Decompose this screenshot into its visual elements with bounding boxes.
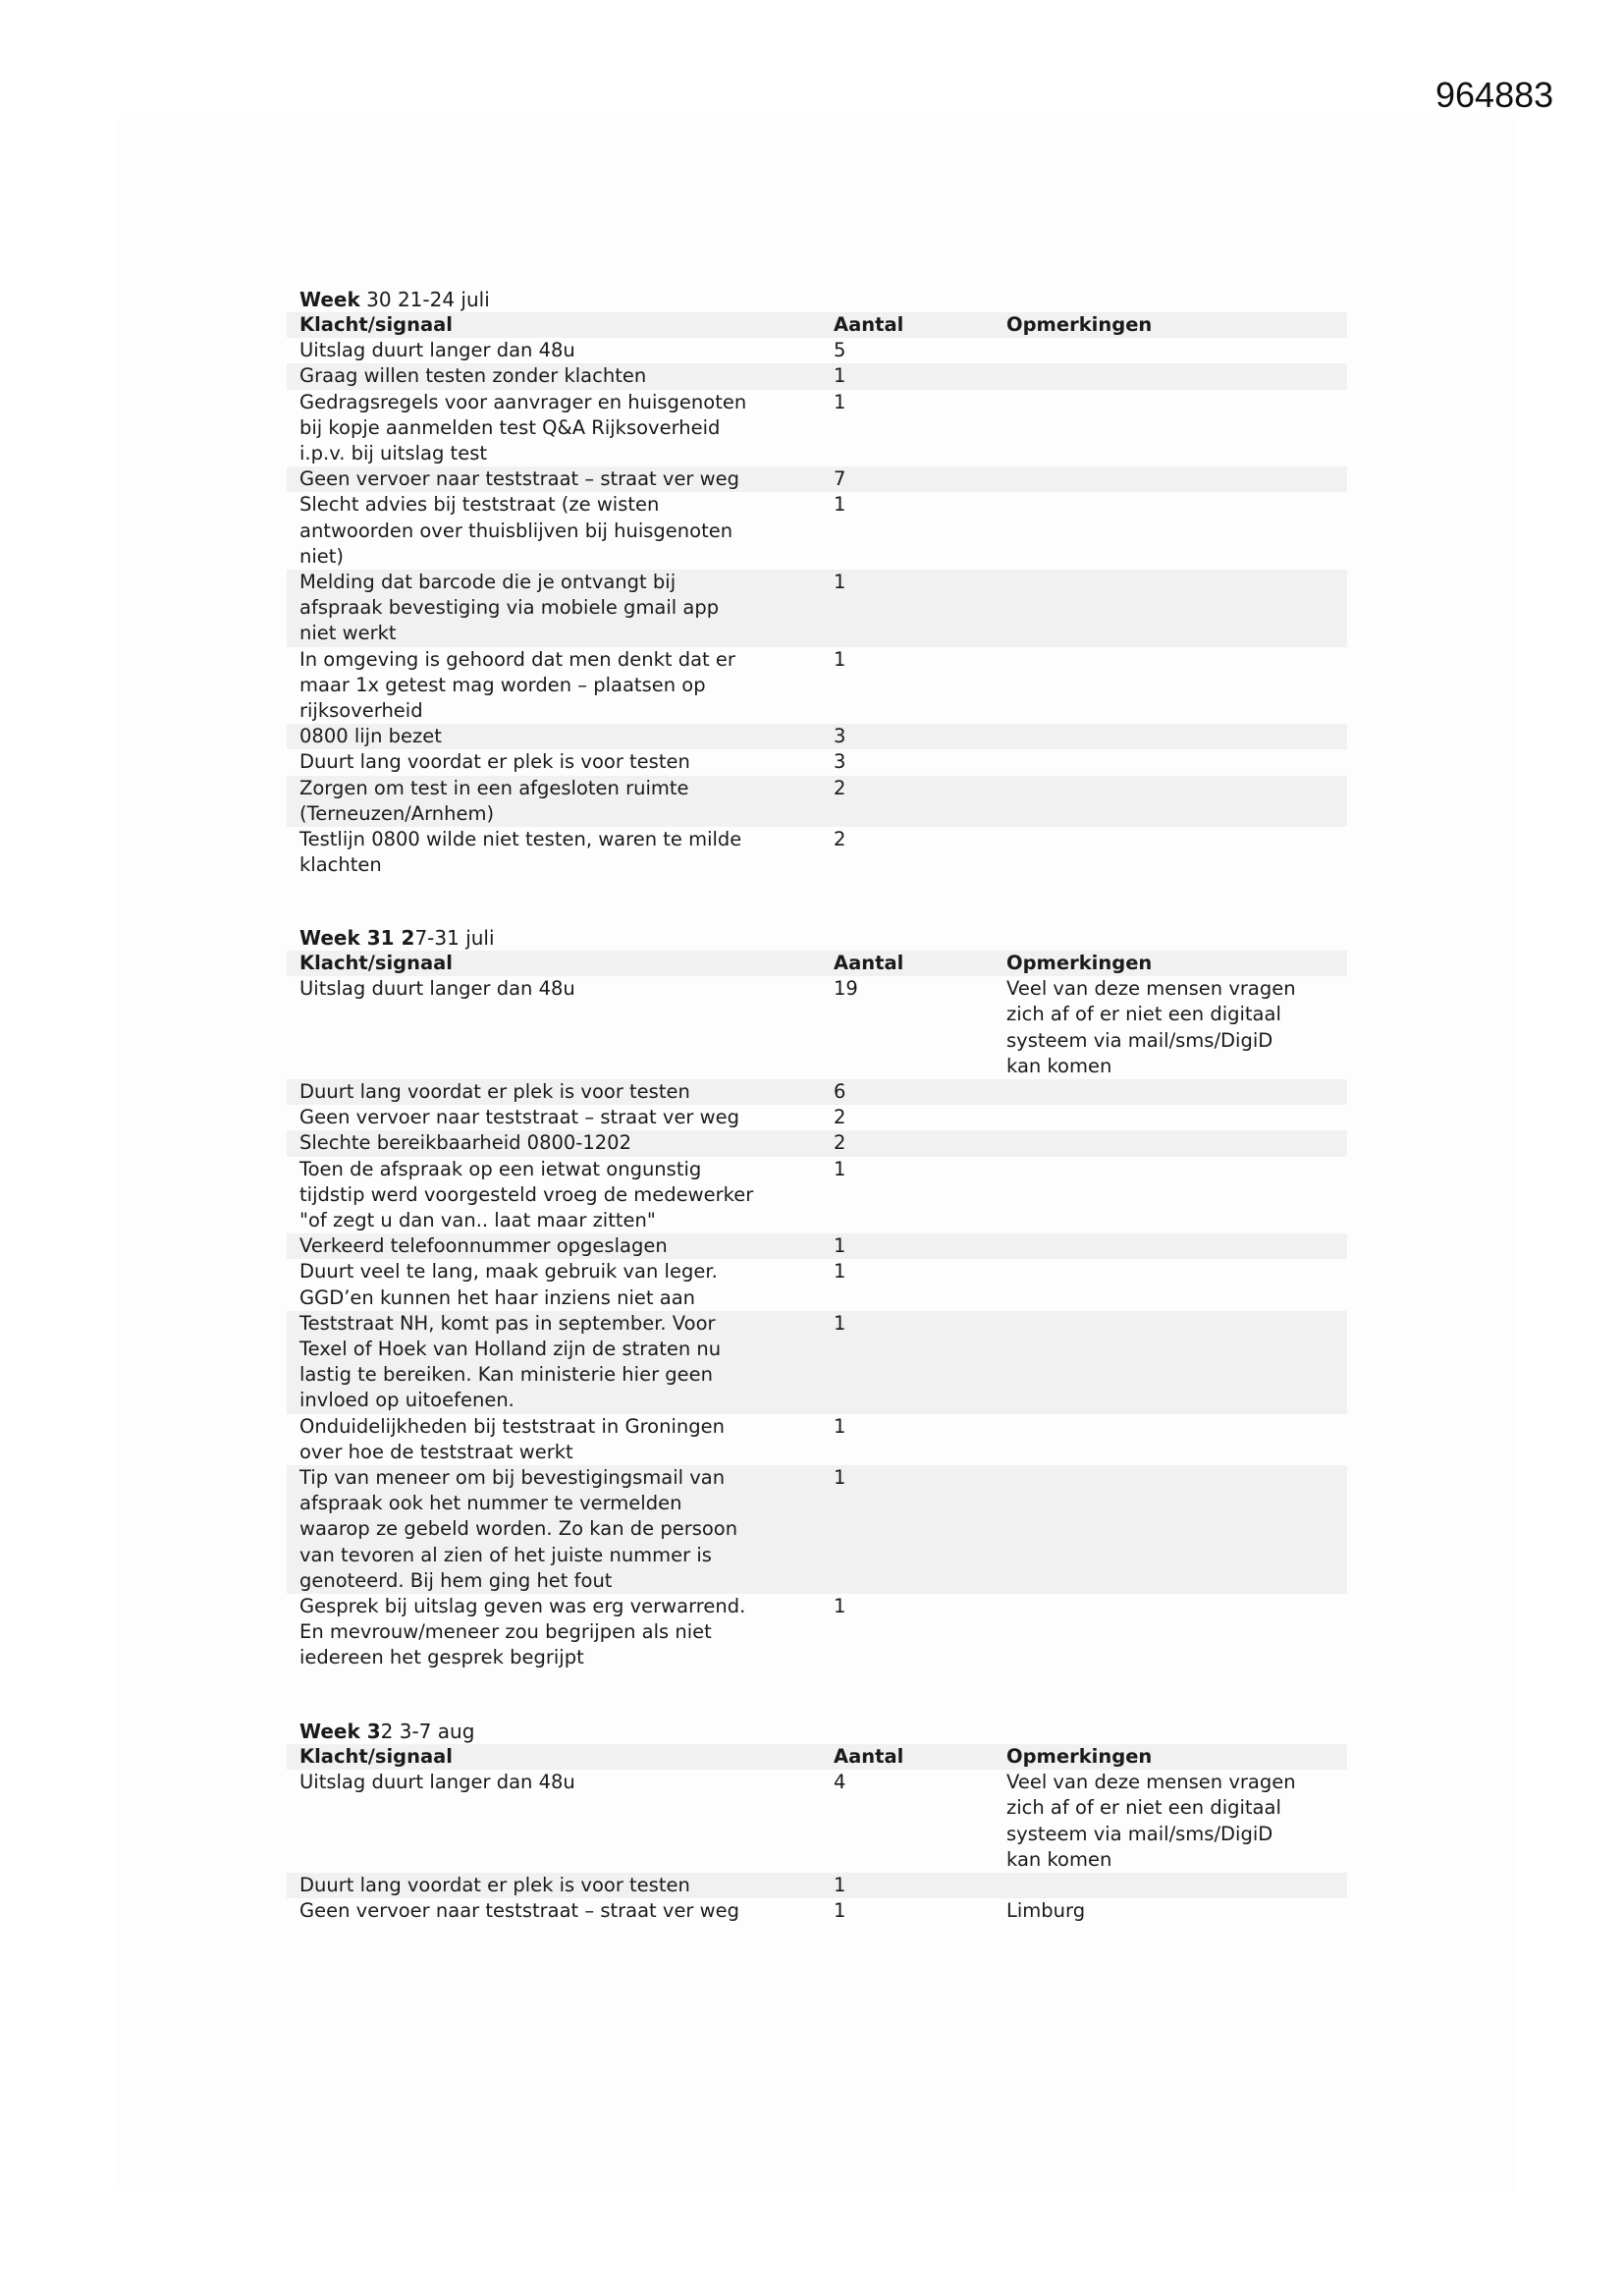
table-row	[287, 1233, 1347, 1259]
complaint-cell: Slechte bereikbaarheid 0800-1202	[299, 1131, 631, 1155]
week-31-section	[287, 925, 1347, 1671]
header-count: Aantal	[834, 952, 904, 974]
count-cell: 1	[834, 1595, 846, 1618]
complaint-cell: 0800 lijn bezet	[299, 725, 442, 748]
remarks-cell: Limburg	[1006, 1899, 1086, 1923]
count-cell: 1	[834, 1466, 846, 1490]
complaint-cell: Melding dat barcode die je ontvangt bij afspraak bevestiging via mobiele gmail app niet werkt	[299, 571, 720, 645]
table-row	[287, 492, 1347, 570]
remarks-cell	[994, 776, 1347, 827]
header-remarks: Opmerkingen	[1006, 1745, 1153, 1768]
count-cell: 1	[834, 1899, 846, 1923]
count-cell: 1	[834, 1414, 846, 1438]
count-cell: 1	[834, 1260, 846, 1284]
week-title-bold: Week	[299, 288, 360, 311]
count-cell: 1	[834, 1234, 846, 1258]
week-title-bold: Week 31 2	[299, 926, 415, 950]
count-cell: 2	[834, 776, 846, 799]
complaint-cell: Duurt lang voordat er plek is voor testen	[299, 750, 690, 774]
count-cell: 7	[834, 467, 846, 491]
table-row	[287, 827, 1347, 878]
complaint-cell: Duurt veel te lang, maak gebruik van leger. GGD’en kunnen het haar inziens niet aan	[299, 1260, 718, 1309]
complaint-cell: Gesprek bij uitslag geven was erg verwarrend. En mevrouw/meneer zou begrijpen als niet iedereen het gesprek begrijpt	[299, 1595, 746, 1669]
complaint-cell: Uitslag duurt langer dan 48u	[299, 339, 575, 362]
remarks-cell	[994, 466, 1347, 492]
table-row	[287, 1105, 1347, 1130]
remarks-cell	[994, 492, 1347, 570]
remarks-cell	[994, 1311, 1347, 1414]
table-row	[287, 1079, 1347, 1105]
remarks-cell	[994, 570, 1347, 647]
table-row	[287, 1157, 1347, 1234]
complaint-cell: Tip van meneer om bij bevestigingsmail van afspraak ook het nummer te vermelden waarop ze gebeld worden. Zo kan de persoon van tevoren al zien of het juiste nummer is genoteerd. Bij hem ging het fout	[299, 1466, 738, 1592]
complaint-cell: Geen vervoer naar teststraat – straat ver weg	[299, 1899, 739, 1923]
table-row	[287, 570, 1347, 647]
remarks-cell	[994, 724, 1347, 749]
remarks-cell	[994, 1233, 1347, 1259]
week-title-bold: Week 3	[299, 1720, 381, 1743]
count-cell: 1	[834, 1157, 846, 1180]
week-title-dates: 7-31 juli	[414, 926, 495, 950]
header-remarks: Opmerkingen	[1006, 313, 1153, 336]
complaint-cell: Testlijn 0800 wilde niet testen, waren te milde klachten	[299, 828, 742, 877]
table-row	[287, 1898, 1347, 1924]
header-count: Aantal	[834, 1745, 904, 1768]
remarks-cell	[994, 1873, 1347, 1898]
remarks-cell	[994, 1465, 1347, 1594]
week-title-dates: 30 21-24 juli	[359, 288, 490, 311]
table-row	[287, 1770, 1347, 1873]
complaint-cell: Teststraat NH, komt pas in september. Voor Texel of Hoek van Holland zijn de straten nu lastig te bereiken. Kan ministerie hier geen invloed op uitoefenen.	[299, 1311, 722, 1412]
remarks-cell	[994, 1079, 1347, 1105]
table-header	[287, 312, 1347, 338]
week-32-section	[287, 1719, 1347, 1924]
table-row	[287, 338, 1347, 363]
complaint-cell: Uitslag duurt langer dan 48u	[299, 1771, 575, 1794]
table-row	[287, 390, 1347, 467]
complaint-cell: Duurt lang voordat er plek is voor testen	[299, 1080, 690, 1104]
count-cell: 3	[834, 725, 846, 748]
document-number: 964883	[1435, 75, 1554, 115]
table-row	[287, 466, 1347, 492]
complaint-cell: Graag willen testen zonder klachten	[299, 364, 647, 388]
table-row	[287, 724, 1347, 749]
count-cell: 6	[834, 1080, 846, 1104]
complaint-cell: Uitslag duurt langer dan 48u	[299, 977, 575, 1001]
complaint-cell: Verkeerd telefoonnummer opgeslagen	[299, 1234, 668, 1258]
remarks-cell	[994, 1414, 1347, 1465]
remarks-cell	[994, 749, 1347, 775]
remarks-cell	[994, 1259, 1347, 1310]
table-row	[287, 1259, 1347, 1310]
count-cell: 1	[834, 571, 846, 594]
complaint-cell: In omgeving is gehoord dat men denkt dat er maar 1x getest mag worden – plaatsen op rijksoverheid	[299, 647, 735, 723]
table-row	[287, 647, 1347, 725]
table-row	[287, 363, 1347, 389]
table-row	[287, 1465, 1347, 1594]
count-cell: 1	[834, 364, 846, 388]
complaint-cell: Duurt lang voordat er plek is voor testen	[299, 1874, 690, 1897]
remarks-cell	[994, 338, 1347, 363]
count-cell: 1	[834, 647, 846, 671]
count-cell: 2	[834, 828, 846, 851]
table-row	[287, 1873, 1347, 1898]
remarks-cell	[994, 390, 1347, 467]
remarks-cell	[994, 1157, 1347, 1234]
count-cell: 4	[834, 1771, 846, 1794]
count-cell: 1	[834, 390, 846, 413]
count-cell: 1	[834, 493, 846, 517]
count-cell: 2	[834, 1131, 846, 1155]
table-row	[287, 1414, 1347, 1465]
count-cell: 1	[834, 1874, 846, 1897]
table-row	[287, 1311, 1347, 1414]
header-count: Aantal	[834, 313, 904, 336]
remarks-cell	[994, 1594, 1347, 1671]
complaint-cell: Geen vervoer naar teststraat – straat ver weg	[299, 467, 739, 491]
header-complaint: Klacht/signaal	[299, 952, 453, 974]
complaint-cell: Slecht advies bij teststraat (ze wisten antwoorden over thuisblijven bij huisgenoten niet)	[299, 493, 733, 568]
count-cell: 3	[834, 750, 846, 774]
week-title	[287, 1719, 1347, 1744]
table-row	[287, 1594, 1347, 1671]
remarks-cell	[994, 647, 1347, 725]
remarks-cell	[994, 363, 1347, 389]
remarks-cell	[994, 1130, 1347, 1156]
remarks-cell: Veel van deze mensen vragen zich af of er niet een digitaal systeem via mail/sms/DigiD kan komen	[1006, 977, 1296, 1077]
header-complaint: Klacht/signaal	[299, 1745, 453, 1768]
week-title	[287, 287, 1347, 312]
week-title	[287, 925, 1347, 951]
table-header	[287, 1744, 1347, 1770]
complaint-cell: Toen de afspraak op een ietwat ongunstig tijdstip werd voorgesteld vroeg de medewerker "of zegt u dan van.. laat maar zitten"	[299, 1157, 754, 1232]
week-30-section	[287, 287, 1347, 878]
table-row	[287, 749, 1347, 775]
count-cell: 1	[834, 1311, 846, 1335]
header-complaint: Klacht/signaal	[299, 313, 453, 336]
remarks-cell	[994, 827, 1347, 878]
complaint-cell: Zorgen om test in een afgesloten ruimte (Terneuzen/Arnhem)	[299, 776, 689, 825]
table-row	[287, 976, 1347, 1079]
complaint-cell: Geen vervoer naar teststraat – straat ver weg	[299, 1106, 739, 1129]
count-cell: 2	[834, 1106, 846, 1129]
table-row	[287, 1130, 1347, 1156]
remarks-cell: Veel van deze mensen vragen zich af of er niet een digitaal systeem via mail/sms/DigiD kan komen	[1006, 1771, 1296, 1871]
count-cell: 5	[834, 339, 846, 362]
complaint-cell: Onduidelijkheden bij teststraat in Groningen over hoe de teststraat werkt	[299, 1414, 725, 1463]
table-header	[287, 951, 1347, 976]
complaint-cell: Gedragsregels voor aanvrager en huisgenoten bij kopje aanmelden test Q&A Rijksoverheid i.p.v. bij uitslag test	[299, 390, 747, 465]
week-title-dates: 2 3-7 aug	[380, 1720, 475, 1743]
count-cell: 19	[834, 977, 858, 1001]
header-remarks: Opmerkingen	[1006, 952, 1153, 974]
remarks-cell	[994, 1105, 1347, 1130]
table-row	[287, 776, 1347, 827]
